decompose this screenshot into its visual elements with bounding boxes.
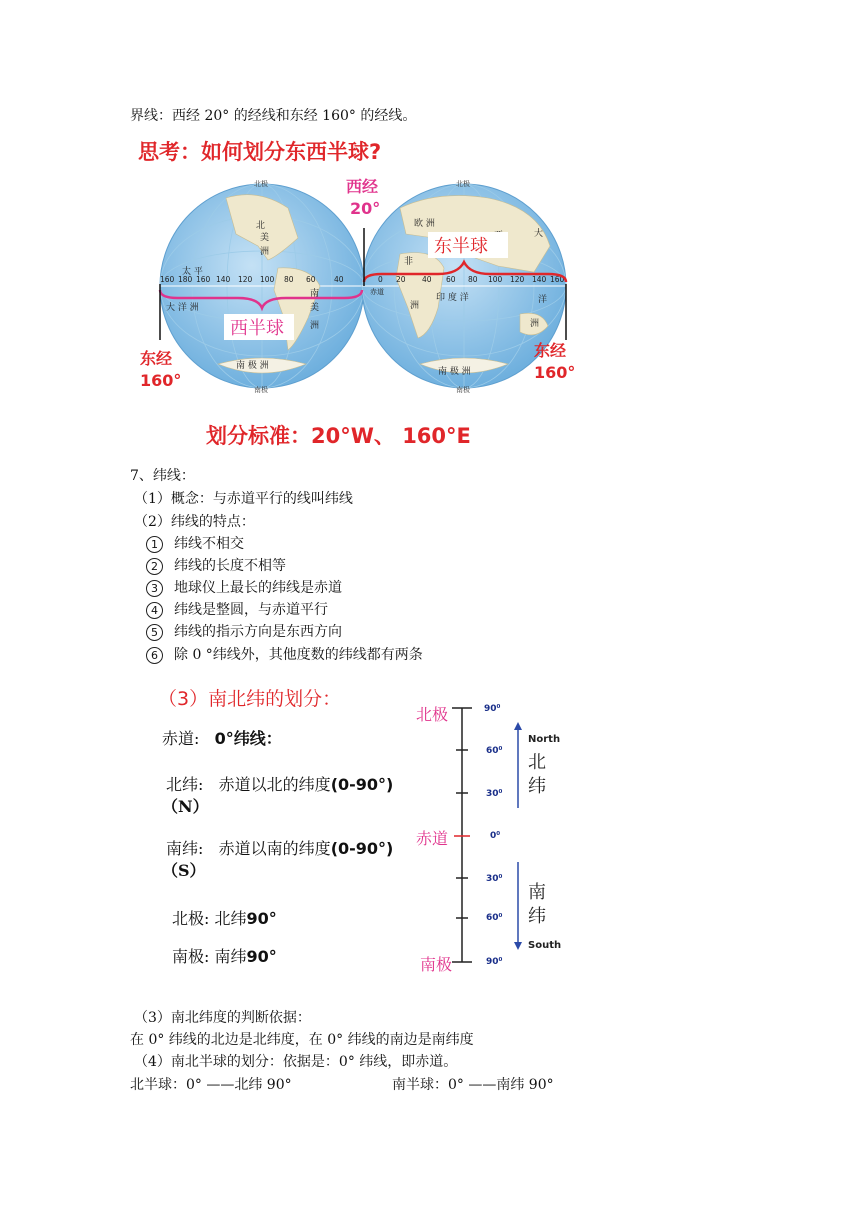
svg-text:80: 80 [284,275,294,284]
east160-right-1: 东经 [534,341,567,360]
feature-text: 纬线不相交 [174,536,244,552]
pole-south-right: 南极 [456,386,470,394]
north-cn-2: 纬 [528,776,546,797]
label-africa: 非 [404,257,414,267]
tick-label-90s: 90⁰ [486,957,503,967]
svg-text:60: 60 [446,275,456,284]
label-oceania-left: 大 洋 洲 [166,303,199,313]
label-antarctica-right: 南 极 洲 [438,367,471,377]
south-lat-desc: 赤道以南的纬度 [218,839,331,858]
tick-label-30s: 30⁰ [486,874,503,884]
south-pole-value: 南纬 [214,947,247,966]
feature-text: 纬线的指示方向是东西方向 [174,624,342,640]
judge-text: 在 0° 纬线的北边是北纬度，在 0° 纬线的南边是南纬度 [130,1032,474,1048]
north-en: North [528,734,561,745]
feature-number: 3 [146,580,163,597]
label-yang: 洋 [538,295,548,305]
south-hemisphere-line: 南半球：0° ——南纬 90° [392,1077,554,1093]
section7-heading: 7、纬线： [130,468,195,484]
south-lat-label: 南纬: [166,839,204,858]
north-hemisphere-line: 北半球：0° ——北纬 90° [130,1077,292,1093]
label-zhou2: 洲 [310,321,320,331]
feature-5 [146,622,342,642]
south-pole-label: 南极: [172,947,210,966]
svg-text:140: 140 [216,275,231,284]
east160-left-2: 160° [140,371,182,390]
scale-side-labels [416,705,452,974]
feature-1 [146,534,244,554]
south-cn-1: 南 [528,882,546,903]
north-cn-1: 北 [528,752,546,773]
south-abbr: （S） [162,861,206,880]
features-heading: （2）纬线的特点： [134,514,255,530]
label-mei: 美 [260,233,270,243]
svg-text:100: 100 [260,275,275,284]
tick-labels [484,704,503,967]
feature-number: 6 [146,647,163,664]
label-bei: 北 [256,221,266,231]
svg-text:40: 40 [422,275,432,284]
west20-label-2: 20° [350,199,381,218]
concept-line: （1）概念：与赤道平行的线叫纬线 [134,491,353,507]
label-equator-globe: 赤道 [370,288,384,296]
north-arrow-icon [514,722,522,730]
north-pole-row [172,906,277,929]
svg-text:140: 140 [532,275,547,284]
north-lat-range: (0-90°) [330,775,394,794]
think-title: 思考：如何划分东西半球? [138,140,382,164]
south-en: South [528,940,562,951]
judge-heading: （3）南北纬度的判断依据： [134,1010,311,1026]
pole-north-right: 北极 [456,180,470,188]
scale-north-pole: 北极 [416,705,449,724]
label-nan: 南 [310,289,320,299]
feature-number: 4 [146,602,163,619]
tick-label-30n: 30⁰ [486,789,503,799]
label-zhou: 洲 [260,247,270,257]
label-zhou3: 洲 [410,301,420,311]
pole-north-left: 北极 [254,180,268,188]
tick-label-60s: 60⁰ [486,913,503,923]
hemisphere-map-svg [138,168,588,398]
western-globe [160,184,364,388]
svg-text:160: 160 [196,275,211,284]
south-cn-2: 纬 [528,906,546,927]
tick-label-60n: 60⁰ [486,746,503,756]
north-pole-value: 北纬 [214,909,247,928]
pole-south-left: 南极 [254,386,268,394]
feature-4 [146,600,328,620]
feature-number: 1 [146,536,163,553]
north-abbr: （N） [162,797,209,816]
svg-text:100: 100 [488,275,503,284]
south-lat-row [166,836,393,859]
svg-text:80: 80 [468,275,478,284]
latitude-scale [410,696,580,980]
feature-3 [146,578,342,598]
equator-label: 赤道: [162,729,200,748]
label-mei2: 美 [310,303,320,313]
feature-text: 纬线是整圆，与赤道平行 [174,602,328,618]
label-da: 大 [534,229,544,239]
tick-label-90n: 90⁰ [484,704,501,714]
svg-text:120: 120 [510,275,525,284]
svg-text:160: 160 [550,275,565,284]
feature-text: 地球仪上最长的纬线是赤道 [174,580,342,596]
east160-left-1: 东经 [140,349,173,368]
scale-equator: 赤道 [416,829,449,848]
east160-right-2: 160° [534,363,576,382]
north-lat-label: 北纬: [166,775,204,794]
label-europe: 欧 洲 [414,219,435,229]
feature-number: 5 [146,624,163,641]
south-arrow-icon [514,942,522,950]
feature-text: 纬线的长度不相等 [174,558,286,574]
lat-panel-title: （3）南北纬的划分： [158,688,342,710]
svg-text:60: 60 [306,275,316,284]
north-pole-label: 北极: [172,909,210,928]
svg-text:180: 180 [178,275,193,284]
equator-value: 0°纬线： [214,729,282,748]
svg-text:40: 40 [334,275,344,284]
svg-text:120: 120 [238,275,253,284]
feature-6 [146,645,423,665]
division-standard: 划分标准：20°W、 160°E [206,424,471,448]
label-zhou4: 洲 [530,319,540,329]
east-hemisphere-label: 东半球 [434,236,488,257]
south-pole-deg: 90° [246,947,277,966]
feature-text: 除 0 °纬线外，其他度数的纬线都有两条 [174,647,423,663]
south-lat-range: (0-90°) [330,839,394,858]
scale-south-pole: 南极 [420,955,453,974]
hemisphere-map [138,168,588,398]
divide-line: （4）南北半球的划分：依据是：0° 纬线，即赤道。 [134,1054,458,1070]
label-antarctica-left: 南 极 洲 [236,361,269,371]
north-pole-deg: 90° [246,909,277,928]
north-lat-desc: 赤道以北的纬度 [218,775,331,794]
north-lat-row [166,772,393,795]
label-pacific: 太 平 [182,267,203,277]
equator-row [162,726,282,749]
svg-text:20: 20 [396,275,406,284]
svg-text:0: 0 [378,275,383,284]
tick-label-0: 0⁰ [490,831,501,841]
feature-2 [146,556,286,576]
label-indian: 印 度 洋 [436,293,469,303]
west20-label-1: 西经 [346,177,379,196]
feature-number: 2 [146,558,163,575]
svg-text:160: 160 [160,275,175,284]
boundary-line: 界线：西经 20° 的经线和东经 160° 的经线。 [130,108,417,124]
west-hemisphere-label: 西半球 [230,318,284,339]
south-pole-row [172,944,277,967]
